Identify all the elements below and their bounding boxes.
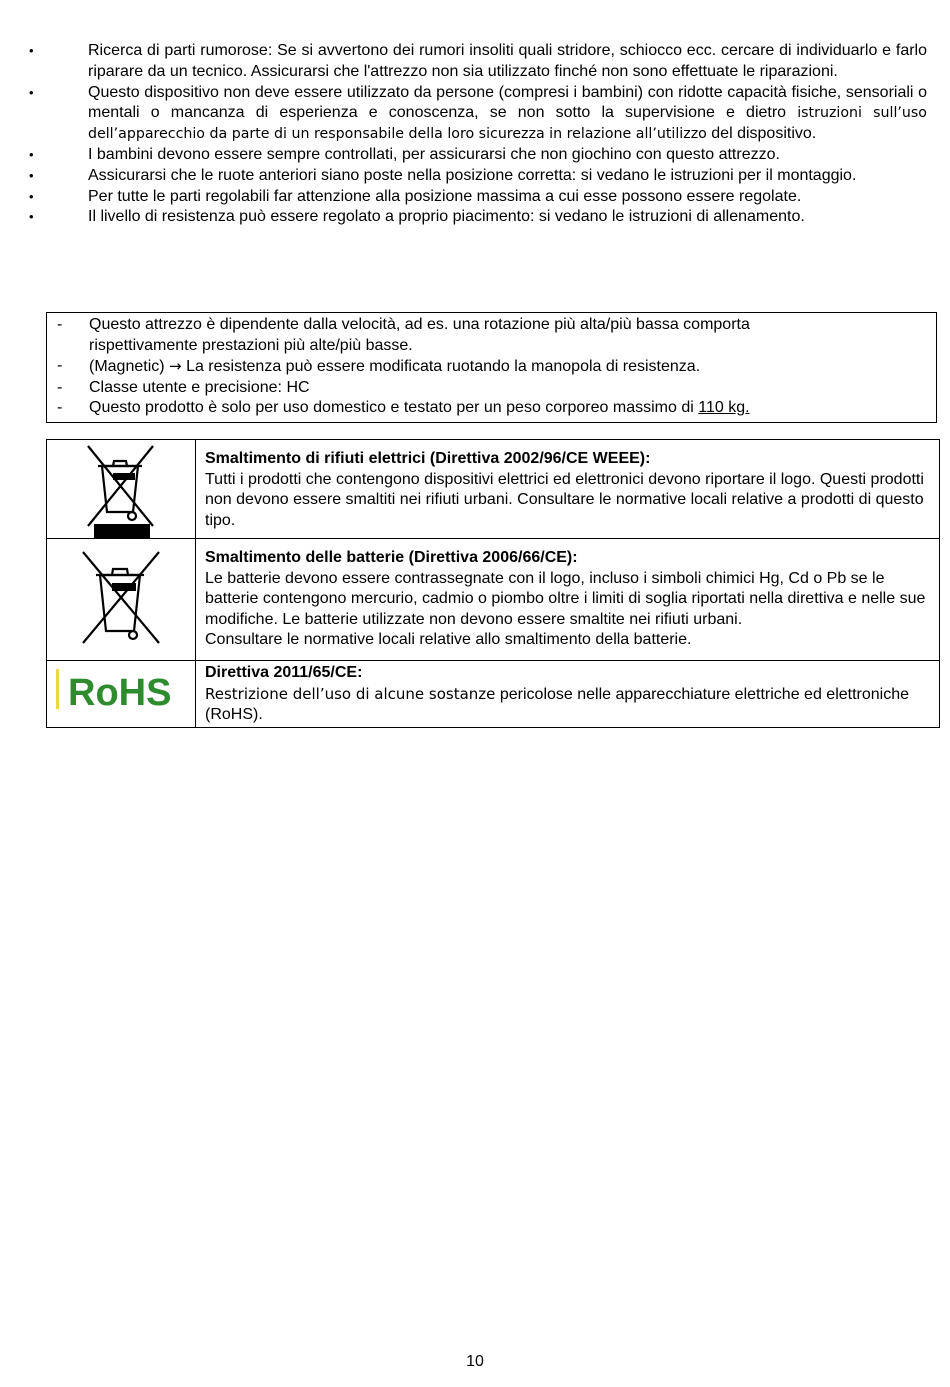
note-dash: - bbox=[57, 378, 63, 396]
batteries-body: Le batterie devono essere contrassegnate con il logo, incluso i simboli chimici Hg, Cd o Pb se le batterie contengono mercurio, cadmio o piombo oltre i limiti di soglia riportati nella direttiva e nelle sue modifiche. Le batterie utilizzate non devono essere smaltite nei rifiuti urbani. bbox=[205, 569, 926, 628]
bullet-children bbox=[0, 145, 950, 166]
bullet-text-part: istruzioni sull’uso dell’apparecchio da parte di un responsabile della loro sicurezza in relazione all’utilizzo bbox=[88, 105, 927, 143]
rohs-logo-text: RoHS bbox=[68, 672, 172, 713]
note-text: (Magnetic) bbox=[89, 358, 165, 375]
note-text: Questo prodotto è solo per uso domestico e testato per un peso corporeo massimo di bbox=[89, 399, 699, 416]
rohs-heading: Direttiva 2011/65/CE: bbox=[205, 664, 363, 681]
bullet-symbol: • bbox=[29, 146, 34, 162]
rohs-body bbox=[205, 684, 931, 726]
batteries-icon-cell bbox=[47, 539, 196, 661]
note-dash: - bbox=[57, 399, 63, 416]
bullet-symbol: • bbox=[29, 43, 34, 58]
note-user-class bbox=[47, 378, 936, 399]
bullet-text: I bambini devono essere sempre controllati, per assicurarsi che non giochino con questo attrezzo. bbox=[88, 145, 780, 163]
note-dash: - bbox=[57, 357, 63, 374]
rohs-text-cell bbox=[196, 661, 940, 728]
weee-heading: Smaltimento di rifiuti elettrici (Direttiva 2002/96/CE WEEE): bbox=[205, 450, 651, 467]
bullet-text-part: Questo dispositivo non deve essere utilizzato da persone (compresi i bambini) con ridotte capacità fisiche, sensoriali o mentali o mancanza di esperienza e conoscenza, se non sotto la supervisione e dietro bbox=[88, 83, 927, 122]
bullet-noisy-parts bbox=[0, 41, 950, 83]
weee-body: Tutti i prodotti che contengono dispositivi elettrici ed elettronici devono riportare il logo. Questi prodotti non devono essere smaltiti nei rifiuti urbani. Consultare le normative locali relative a prodotti di questo tipo. bbox=[205, 470, 924, 529]
rohs-body-part: pericolose nelle apparecchiature elettriche ed elettroniche (RoHS). bbox=[205, 685, 910, 724]
bullet-front-wheels bbox=[0, 166, 950, 187]
bullet-text bbox=[88, 84, 927, 143]
rohs-body-part: Restrizione dell’uso di alcune sostanze bbox=[205, 684, 496, 703]
note-text: Classe utente e precisione: HC bbox=[89, 378, 310, 396]
batteries-text-cell bbox=[196, 539, 940, 661]
crossed-out-wheelie-bin-icon bbox=[47, 539, 195, 661]
max-weight-value: 110 kg. bbox=[698, 399, 750, 416]
rohs-logo bbox=[56, 667, 186, 713]
note-dash: - bbox=[57, 316, 63, 333]
note-speed-dependent-cont bbox=[47, 336, 936, 357]
note-text: rispettivamente prestazioni più alte/più basse. bbox=[89, 336, 413, 354]
weee-icon-cell bbox=[47, 440, 196, 539]
rohs-row bbox=[47, 661, 940, 728]
bullet-text: Per tutte le parti regolabili far attenzione alla posizione massima a cui esse possono essere regolate. bbox=[88, 187, 802, 205]
rohs-icon-cell bbox=[47, 661, 196, 728]
batteries-heading: Smaltimento delle batterie (Direttiva 2006/66/CE): bbox=[205, 549, 578, 566]
bullet-symbol: • bbox=[29, 209, 34, 225]
bullet-text: Assicurarsi che le ruote anteriori siano poste nella posizione corretta: si vedano le istruzioni per il montaggio. bbox=[88, 166, 857, 184]
bullet-adjustable-parts bbox=[0, 187, 950, 208]
weee-text-cell bbox=[196, 440, 940, 539]
note-speed-dependent bbox=[47, 315, 936, 336]
batteries-body-local-rules: Consultare le normative locali relative allo smaltimento della batterie. bbox=[205, 631, 692, 649]
bullet-symbol: • bbox=[29, 167, 34, 183]
bullet-symbol: • bbox=[29, 188, 34, 204]
note-magnetic bbox=[47, 356, 936, 378]
bullet-text: Il livello di resistenza può essere regolato a proprio piacimento: si vedano le istruzioni di allenamento. bbox=[88, 208, 805, 226]
bullet-text-part: del dispositivo. bbox=[706, 125, 817, 143]
crossed-out-wheelie-bin-with-bar-icon bbox=[47, 440, 195, 539]
bullet-resistance bbox=[0, 207, 950, 228]
bullet-symbol: • bbox=[29, 84, 34, 100]
bullet-supervision bbox=[0, 83, 950, 145]
page-number: 10 bbox=[466, 1353, 484, 1370]
disposal-table bbox=[46, 439, 940, 728]
bullet-text: Ricerca di parti rumorose: Se si avvertono dei rumori insoliti quali stridore, schiocco ecc. cercare di individuarlo e farlo riparare da un tecnico. Assicurarsi che l'attrezzo non sia utilizzato finché non sono effettuate le riparazioni. bbox=[88, 42, 927, 80]
product-notes-box bbox=[46, 312, 937, 423]
note-text: La resistenza può essere modificata ruotando la manopola di resistenza. bbox=[186, 358, 701, 375]
batteries-row bbox=[47, 539, 940, 661]
arrow-right-icon: → bbox=[169, 357, 182, 375]
weee-row bbox=[47, 440, 940, 539]
safety-bullet-list bbox=[0, 41, 950, 228]
note-max-weight bbox=[47, 398, 936, 419]
note-text: Questo attrezzo è dipendente dalla velocità, ad es. una rotazione più alta/più bassa comporta bbox=[89, 316, 750, 333]
